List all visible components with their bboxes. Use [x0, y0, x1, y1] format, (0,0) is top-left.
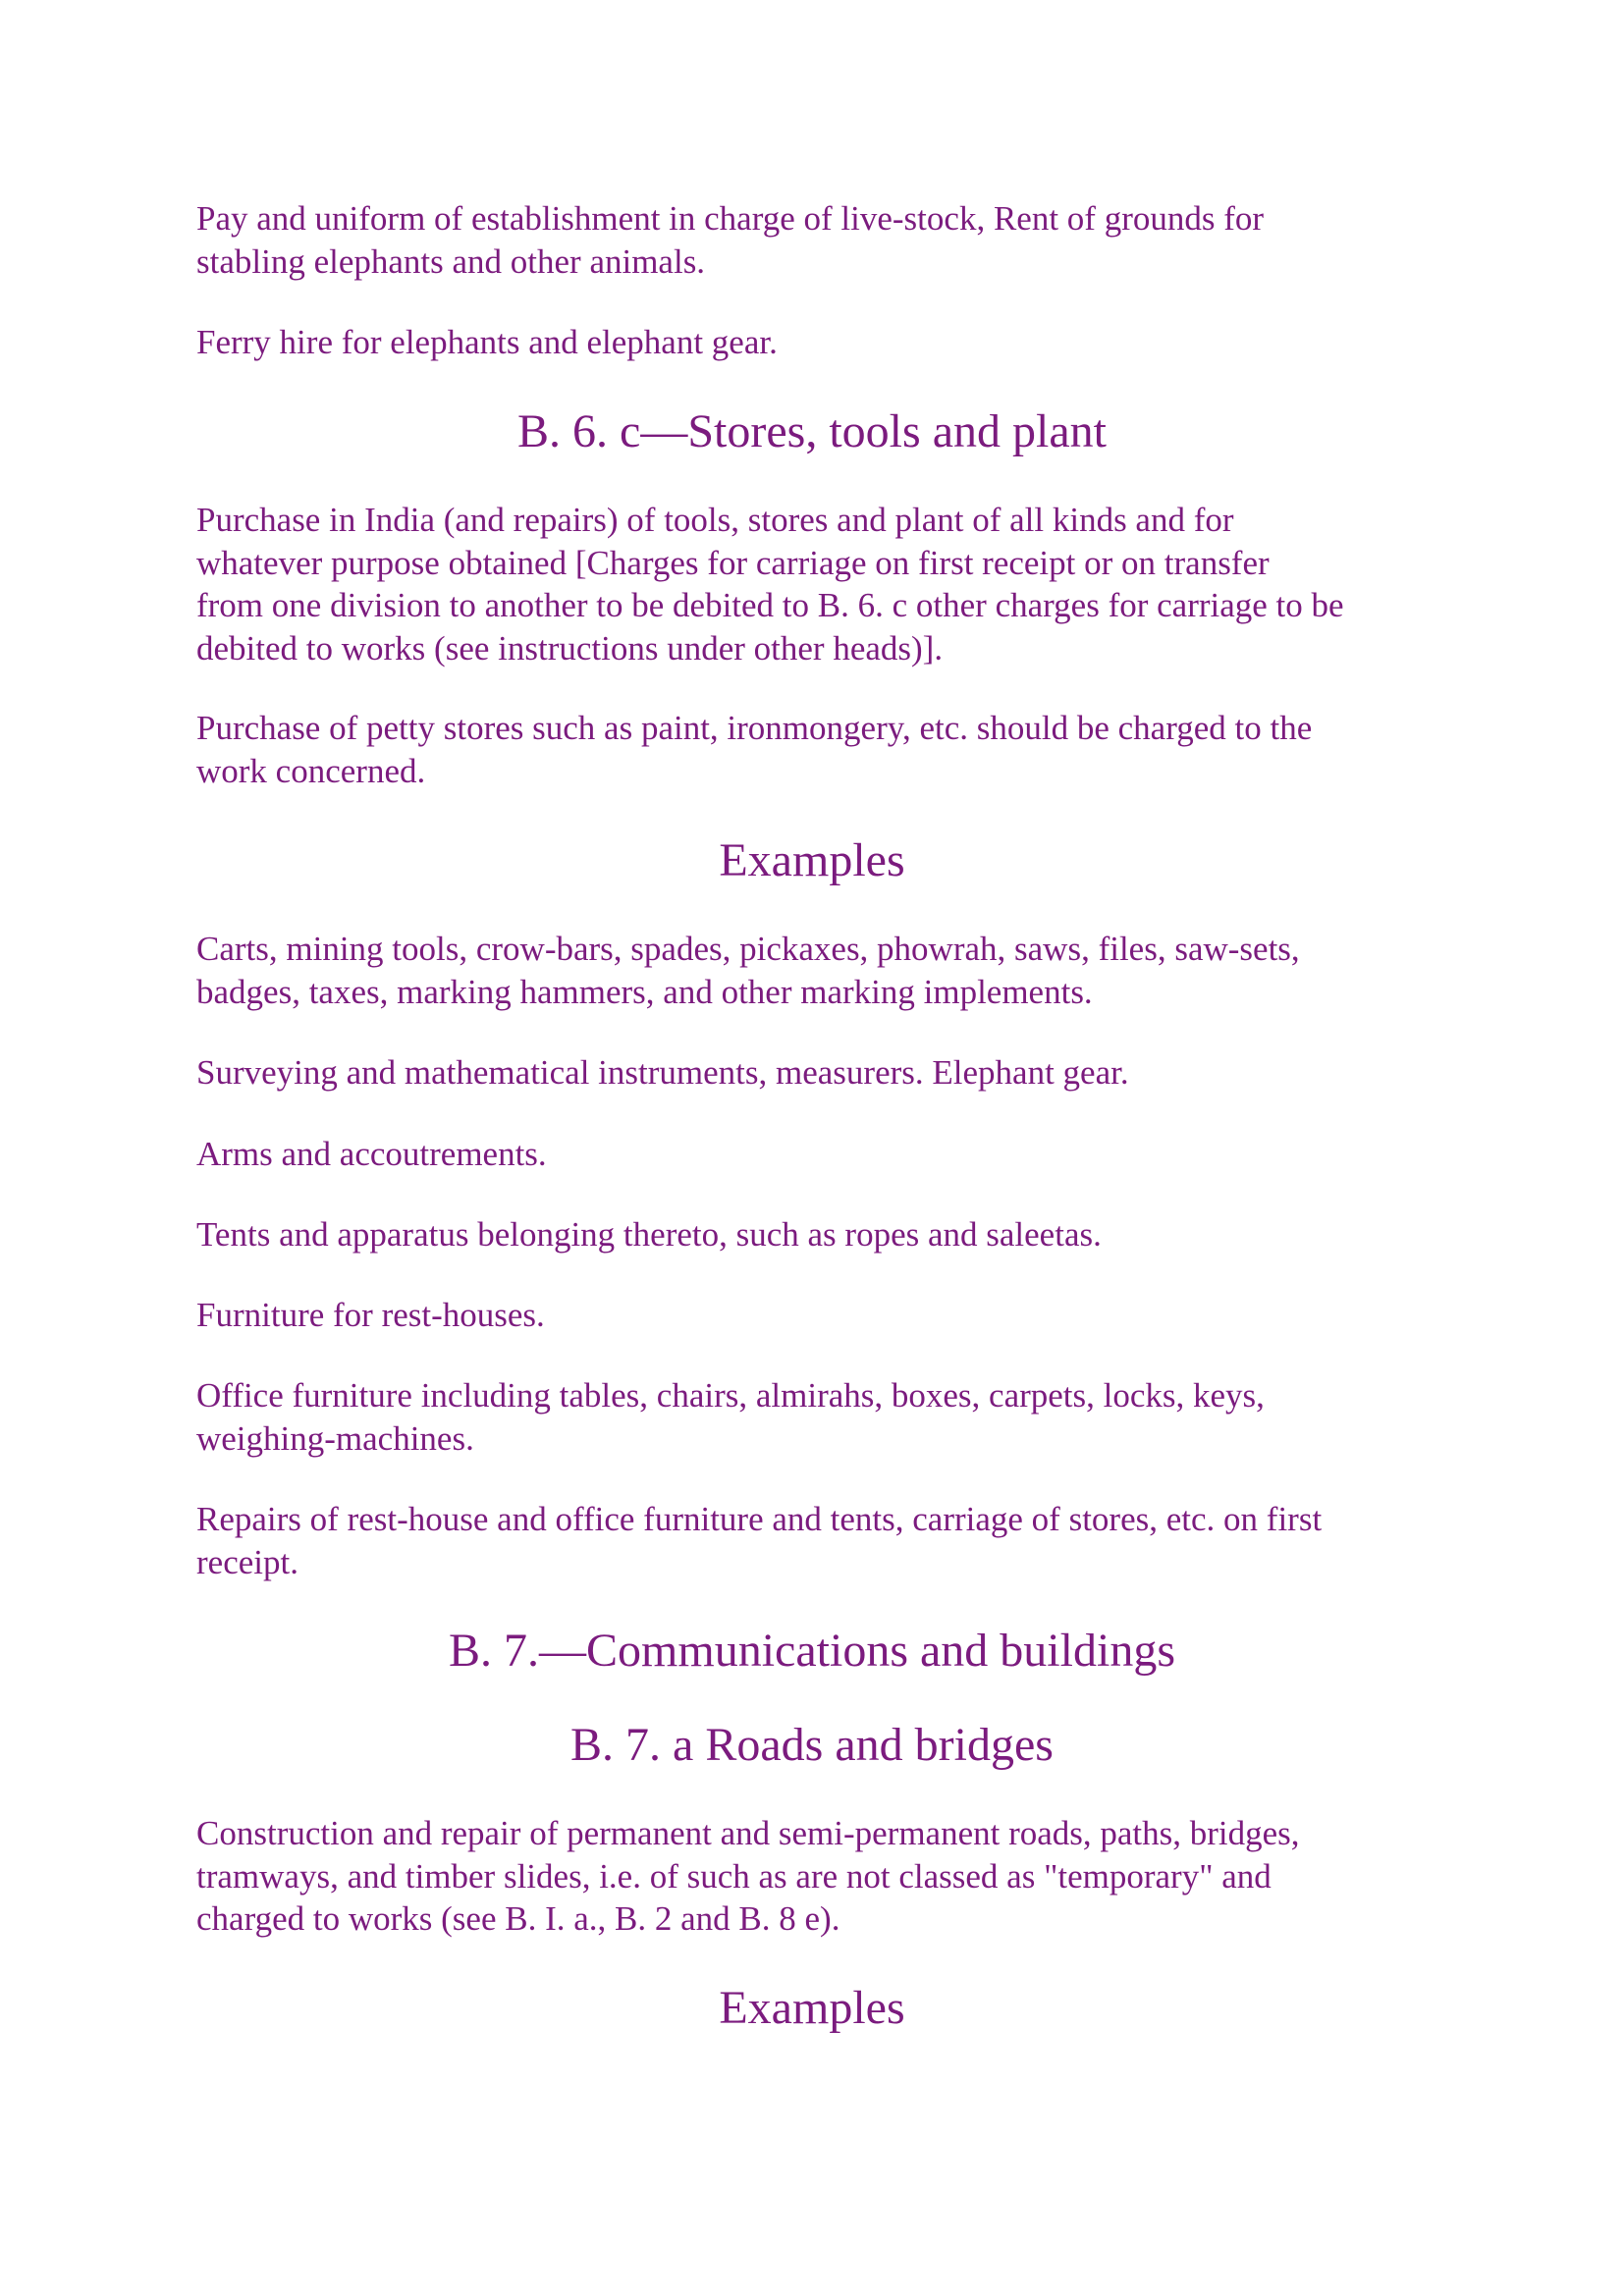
paragraph-tents [196, 1213, 1443, 1256]
examples-heading: Examples [719, 1982, 905, 2034]
text-line: Repairs of rest-house and office furniture and tents, carriage of stores, etc. on first [196, 1500, 1323, 1538]
paragraph-petty-stores [196, 707, 1443, 792]
text-line: tramways, and timber slides, i.e. of such as are not classed as "temporary" and [196, 1856, 1272, 1896]
paragraph-surveying [196, 1051, 1443, 1095]
paragraph-purchase-tools [196, 499, 1443, 669]
paragraph-repairs [196, 1498, 1443, 1583]
section-heading-b6c: B. 6. c—Stores, tools and plant [517, 405, 1107, 457]
text-line: work concerned. [196, 751, 426, 790]
text-line: weighing-machines. [196, 1418, 474, 1458]
text-line: stabling elephants and other animals. [196, 241, 706, 281]
text-line: Pay and uniform of establishment in charge of live-stock, Rent of grounds for [196, 199, 1265, 238]
section-heading-b7a: B. 7. a Roads and bridges [570, 1719, 1054, 1771]
text-line: Arms and accoutrements. [196, 1135, 547, 1173]
text-line: Surveying and mathematical instruments, measurers. Elephant gear. [196, 1053, 1129, 1092]
text-line: Office furniture including tables, chairs, almirahs, boxes, carpets, locks, keys, [196, 1376, 1265, 1415]
paragraph-arms [196, 1133, 1443, 1176]
text-line: from one division to another to be debited to B. 6. c other charges for carriage to be [196, 586, 1344, 624]
examples-heading: Examples [719, 834, 905, 886]
text-line: Furniture for rest-houses. [196, 1296, 545, 1334]
paragraph-establishment-pay [196, 197, 1443, 283]
text-line: Ferry hire for elephants and elephant gear. [196, 323, 778, 361]
text-line: whatever purpose obtained [Charges for carriage on first receipt or on transfer [196, 543, 1270, 582]
section-heading-b7: B. 7.—Communications and buildings [449, 1625, 1175, 1677]
text-line: Purchase of petty stores such as paint, ironmongery, etc. should be charged to the [196, 709, 1313, 747]
text-line: Carts, mining tools, crow-bars, spades, pickaxes, phowrah, saws, files, saw-sets, [196, 930, 1300, 968]
text-line: Construction and repair of permanent and semi-permanent roads, paths, bridges, [196, 1814, 1300, 1852]
paragraph-office-furniture [196, 1374, 1443, 1460]
text-line: Tents and apparatus belonging thereto, such as ropes and saleetas. [196, 1215, 1102, 1254]
paragraph-ferry-hire [196, 321, 1443, 364]
paragraph-furniture [196, 1294, 1443, 1337]
text-line: badges, taxes, marking hammers, and other marking implements. [196, 972, 1093, 1011]
text-line: debited to works (see instructions under other heads)]. [196, 628, 944, 667]
text-line: Purchase in India (and repairs) of tools, stores and plant of all kinds and for [196, 501, 1234, 539]
text-line: receipt. [196, 1542, 298, 1581]
paragraph-carts-tools [196, 928, 1443, 1013]
text-line: charged to works (see B. I. a., B. 2 and B. 8 e). [196, 1899, 840, 1938]
paragraph-construction-roads [196, 1812, 1443, 1941]
